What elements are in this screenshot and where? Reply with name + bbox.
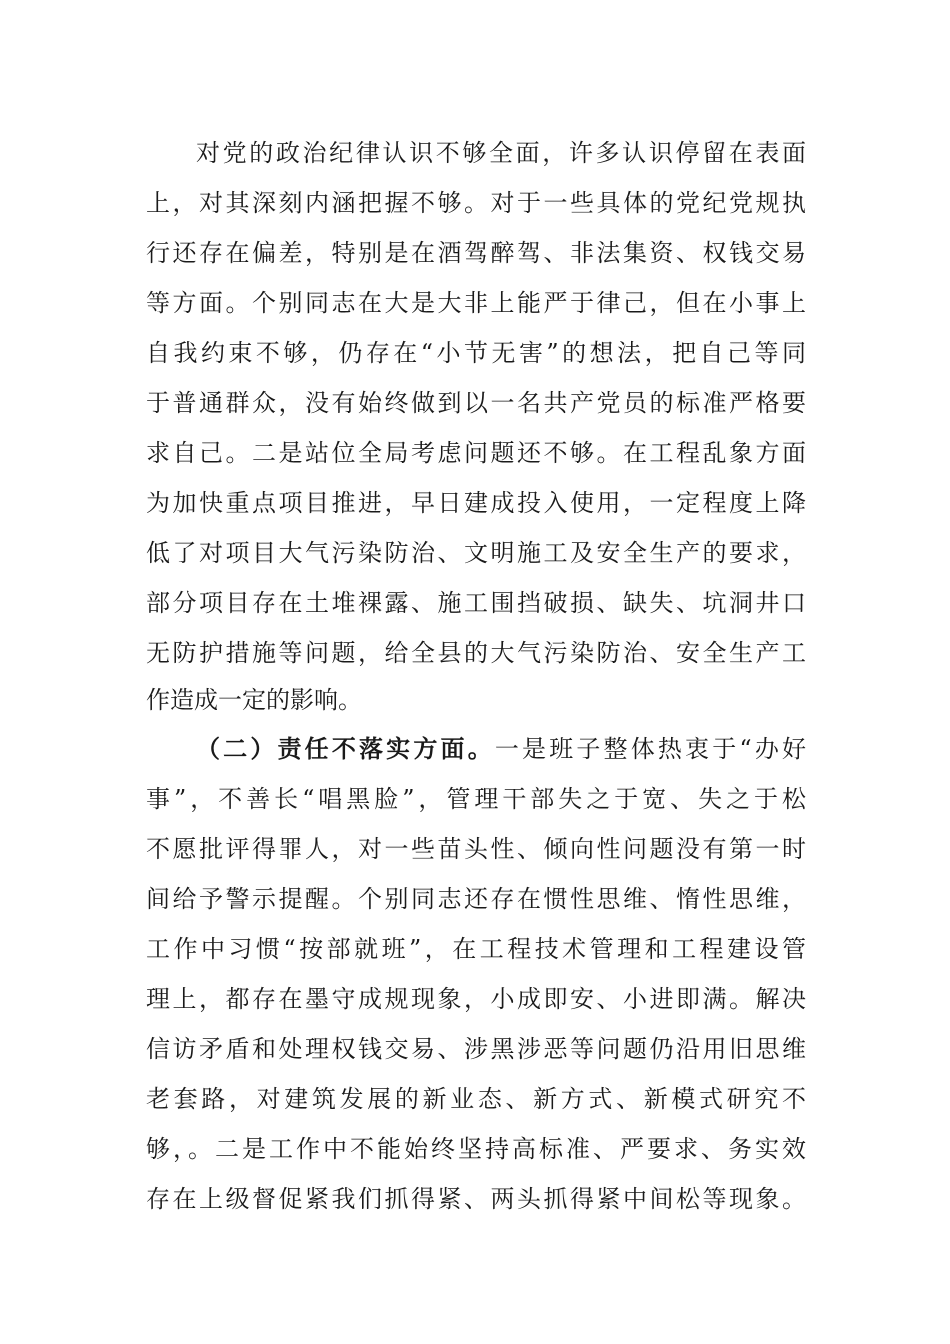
paragraph-2-line-2: 事”，不善长“唱黑脸”，管理干部失之于宽、失之于松 bbox=[146, 785, 806, 813]
paragraph-2-line-1 bbox=[196, 729, 806, 769]
paragraph-1-line-4: 等方面。个别同志在大是大非上能严于律己，但在小事上 bbox=[146, 289, 806, 317]
paragraph-2-line-1-text: 一是班子整体热衷于“办好 bbox=[494, 735, 806, 763]
paragraph-2-line-3: 不愿批评得罪人，对一些苗头性、倾向性问题没有第一时 bbox=[146, 835, 806, 863]
paragraph-2-line-5: 工作中习惯“按部就班”，在工程技术管理和工程建设管 bbox=[146, 935, 806, 963]
paragraph-1-line-12: 作造成一定的影响。 bbox=[146, 686, 362, 714]
paragraph-1-line-2: 上，对其深刻内涵把握不够。对于一些具体的党纪党规执 bbox=[146, 189, 806, 217]
paragraph-1-line-6: 于普通群众，没有始终做到以一名共产党员的标准严格要 bbox=[146, 389, 806, 417]
paragraph-1-line-7: 求自己。二是站位全局考虑问题还不够。在工程乱象方面 bbox=[146, 439, 806, 467]
paragraph-2-line-7: 信访矛盾和处理权钱交易、涉黑涉恶等问题仍沿用旧思维 bbox=[146, 1035, 806, 1063]
paragraph-2-line-6: 理上，都存在墨守成规现象，小成即安、小进即满。解决 bbox=[146, 985, 806, 1013]
paragraph-1-line-10: 部分项目存在土堆裸露、施工围挡破损、缺失、坑洞井口 bbox=[146, 589, 806, 617]
paragraph-1-line-9: 低了对项目大气污染防治、文明施工及安全生产的要求， bbox=[146, 539, 806, 567]
paragraph-2-line-8: 老套路，对建筑发展的新业态、新方式、新模式研究不 bbox=[146, 1085, 806, 1113]
paragraph-2-line-9: 够，。二是工作中不能始终坚持高标准、严要求、务实效 bbox=[146, 1135, 806, 1163]
paragraph-1-line-5: 自我约束不够，仍存在“小节无害”的想法，把自己等同 bbox=[146, 339, 806, 367]
paragraph-1-line-3: 行还存在偏差，特别是在酒驾醉驾、非法集资、权钱交易 bbox=[146, 239, 806, 267]
paragraph-1-line-8: 为加快重点项目推进，早日建成投入使用，一定程度上降 bbox=[146, 489, 806, 517]
paragraph-1-line-11: 无防护措施等问题，给全县的大气污染防治、安全生产工 bbox=[146, 639, 806, 667]
paragraph-2-line-4: 间给予警示提醒。个别同志还存在惯性思维、惰性思维， bbox=[146, 885, 806, 913]
section-heading: （二）责任不落实方面。 bbox=[196, 734, 495, 763]
paragraph-1-line-1: 对党的政治纪律认识不够全面，许多认识停留在表面 bbox=[196, 139, 806, 167]
paragraph-2-line-10: 存在上级督促紧我们抓得紧、两头抓得紧中间松等现象。 bbox=[146, 1185, 806, 1213]
